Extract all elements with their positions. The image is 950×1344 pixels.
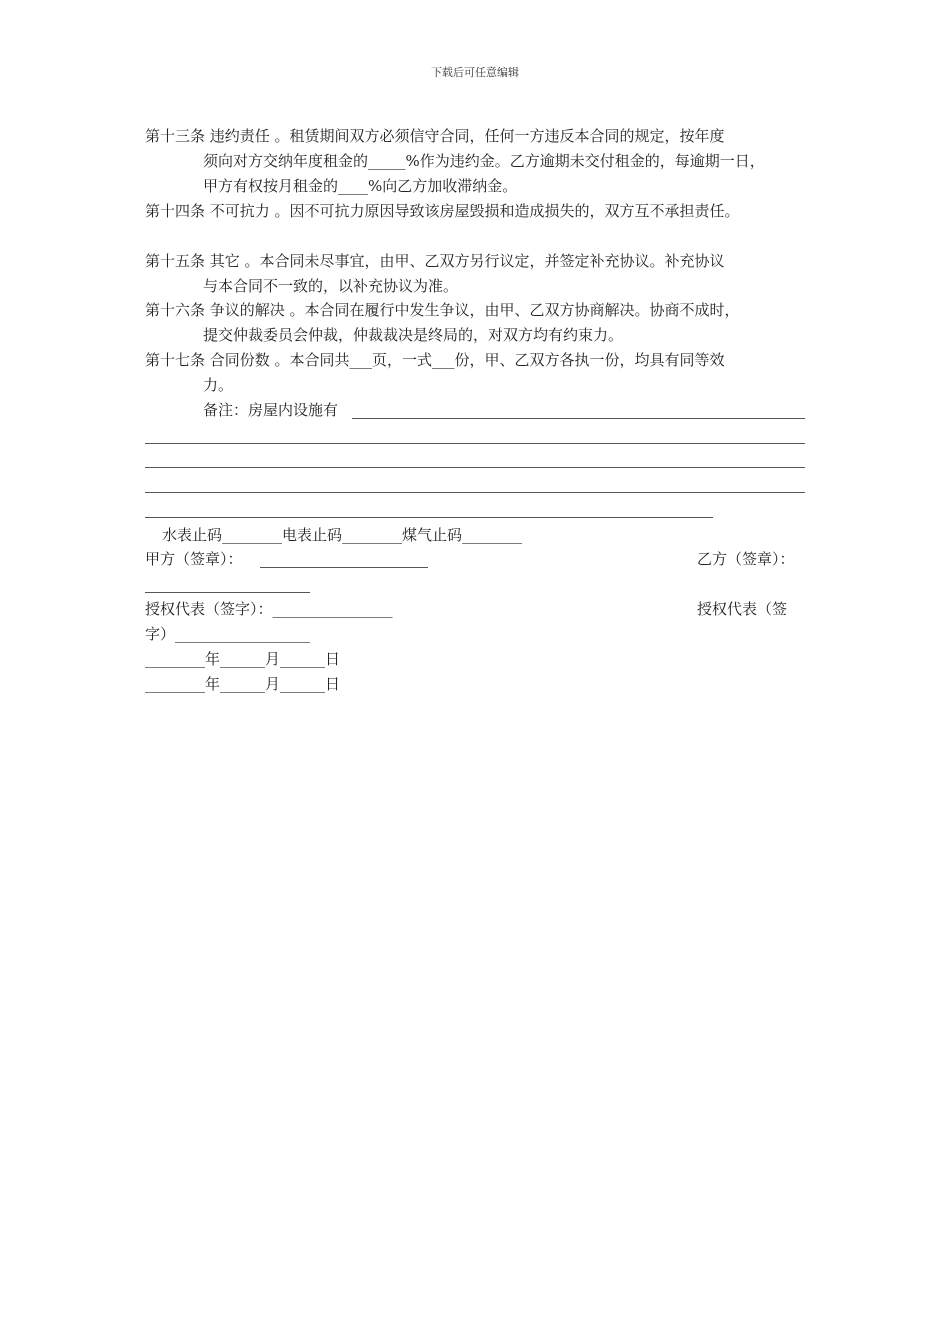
remarks-fill-line-2 [145,443,805,444]
party-b-signature-line [145,592,310,593]
article-15-heading: 第十五条 其它 。 [145,252,260,270]
remarks-fill-line-5 [145,517,713,518]
party-a-signature-line [260,567,428,568]
article-15-line-1 [145,251,725,271]
article-17-text-1: 本合同共___页，一式___份，甲、乙双方各执一份，均具有同等效 [289,351,725,369]
party-a-rep-signature: 授权代表（签字）：________________ [145,600,393,618]
article-13-heading: 第十三条 违约责任 。 [145,127,290,145]
article-13-text-3: 甲方有权按月租金的____%向乙方加收滞纳金。 [203,177,518,195]
meter-readings: 水表止码________电表止码________煤气止码________ [162,526,523,544]
party-a-signature-label: 甲方（签章）： [145,550,243,568]
party-b-rep-signature-label: 授权代表（签 [697,600,788,618]
article-16-heading: 第十六条 争议的解决 。 [145,301,305,319]
article-17-line-1 [145,350,725,370]
article-17-text-2: 力。 [203,376,234,394]
page-header: 下载后可任意编辑 [431,66,519,79]
article-16-line-1 [145,300,740,320]
article-15-text-2: 与本合同不一致的，以补充协议为准。 [203,277,459,295]
article-14-heading: 第十四条 不可抗力 。 [145,202,290,220]
article-14-text-1: 因不可抗力原因导致该房屋毁损和造成损失的，双方互不承担责任。 [289,202,740,220]
article-13-line-1 [145,126,725,146]
article-13-text-2: 须向对方交纳年度租金的_____%作为违约金。乙方逾期未交付租金的，每逾期一日， [203,152,765,170]
article-15-text-1: 本合同未尽事宜，由甲、乙双方另行议定，并签定补充协议。补充协议 [259,252,725,270]
date-line-1: ________年______月______日 [145,650,341,668]
remarks-label: 备注：房屋内设施有 [203,401,339,419]
article-14-line-1 [145,201,740,221]
article-17-heading: 第十七条 合同份数 。 [145,351,290,369]
article-16-text-1: 本合同在履行中发生争议，由甲、乙双方协商解决。协商不成时， [304,301,740,319]
party-b-signature-label: 乙方（签章）： [697,550,795,568]
remarks-fill-line-1 [352,418,805,419]
remarks-fill-line-4 [145,492,805,493]
remarks-fill-line-3 [145,467,805,468]
party-b-rep-signature-cont: 字）__________________ [145,625,311,643]
date-line-2: ________年______月______日 [145,675,341,693]
article-16-text-2: 提交仲裁委员会仲裁，仲裁裁决是终局的，对双方均有约束力。 [203,326,624,344]
article-13-text-1: 租赁期间双方必须信守合同，任何一方违反本合同的规定，按年度 [289,127,725,145]
